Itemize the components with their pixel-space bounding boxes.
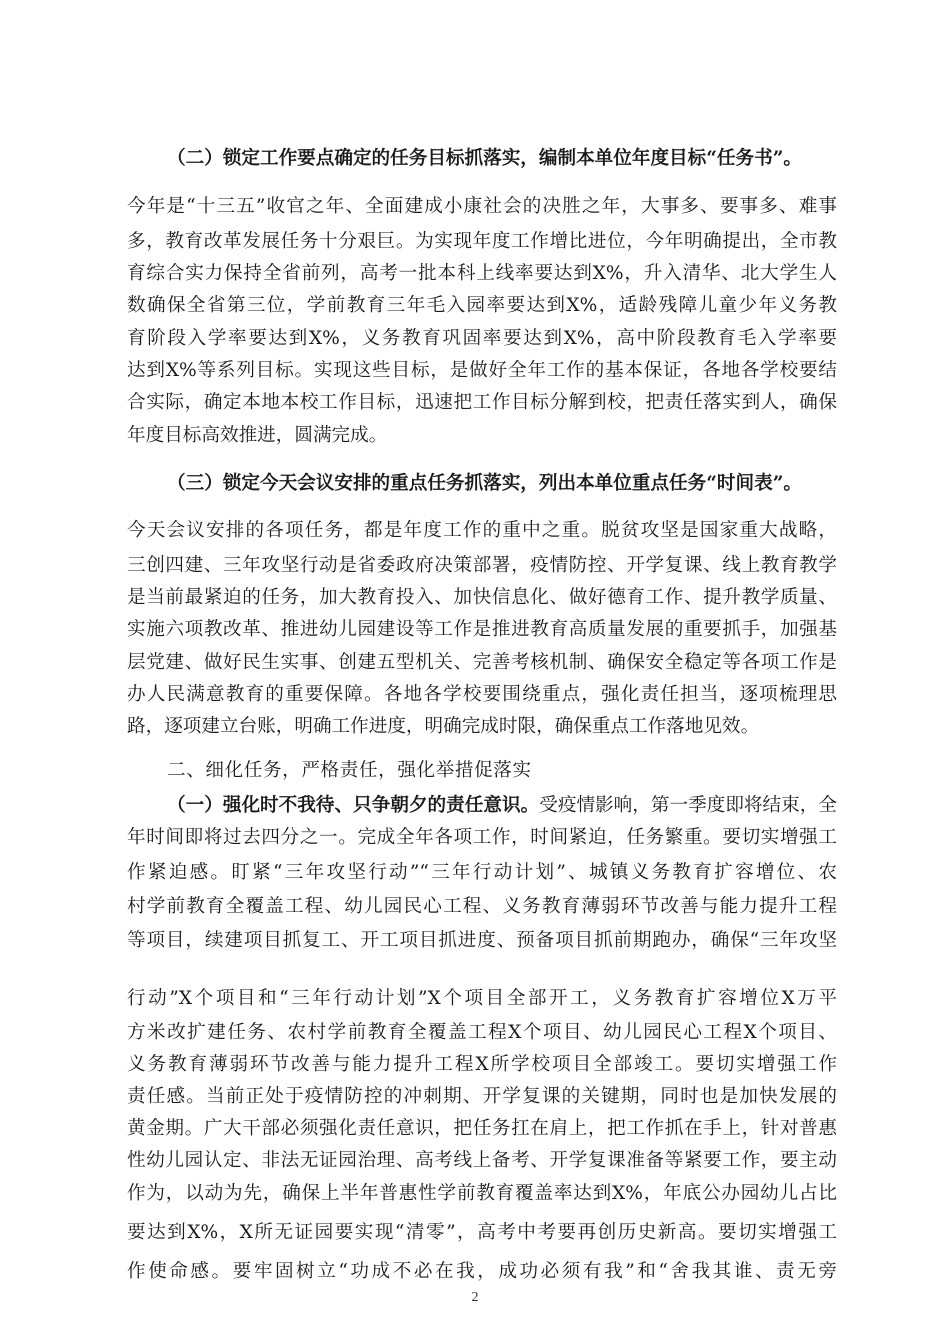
paragraph-line: 是当前最紧迫的任务，加大教育投入、加快信息化、做好德育工作、提升教学质量、 [127, 587, 837, 608]
paragraph-line: 年度目标高效推进，圆满完成。 [127, 425, 388, 446]
paragraph-line: 村学前教育全覆盖工程、幼儿园民心工程、义务教育薄弱环节改善与能力提升工程 [127, 896, 837, 917]
paragraph-line: 育综合实力保持全省前列，高考一批本科上线率要达到X%，升入清华、北大学生人 [127, 263, 837, 284]
paragraph-line: 多，教育改革发展任务十分艰巨。为实现年度工作增比进位，今年明确提出，全市教 [127, 231, 837, 252]
subsection-1-first-line [167, 797, 837, 816]
paragraph-line: 今天会议安排的各项任务，都是年度工作的重中之重。脱贫攻坚是国家重大战略， [127, 520, 837, 541]
page-number: 2 [471, 1290, 479, 1305]
paragraph-line: 今年是“十三五”收官之年、全面建成小康社会的决胜之年，大事多、要事多、难事 [127, 196, 837, 217]
section-2-heading: （二）锁定工作要点确定的任务目标抓落实，编制本单位年度目标“任务书”。 [167, 148, 802, 169]
paragraph-line: 合实际，确定本地本校工作目标，迅速把工作目标分解到校，把责任落实到人，确保 [127, 392, 837, 413]
part-2-title: 二、细化任务，严格责任，强化举措促落实 [167, 760, 532, 781]
paragraph-line: 办人民满意教育的重要保障。各地各学校要围绕重点，强化责任担当，逐项梳理思 [127, 684, 837, 705]
paragraph-line: 年时间即将过去四分之一。完成全年各项工作，时间紧迫，任务繁重。要切实增强工 [127, 827, 837, 848]
paragraph-line: 实施六项教改革、推进幼儿园建设等工作是推进教育高质量发展的重要抓手，加强基 [127, 619, 837, 640]
paragraph-line: 黄金期。广大干部必须强化责任意识，把任务扛在肩上，把工作抓在手上，针对普惠 [127, 1118, 837, 1139]
paragraph-line: 层党建、做好民生实事、创建五型机关、完善考核机制、确保安全稳定等各项工作是 [127, 652, 837, 673]
paragraph-line: 作紧迫感。盯紧“三年攻坚行动”“三年行动计划”、城镇义务教育扩容增位、农 [127, 862, 837, 883]
subsection-1-text: 受疫情影响，第一季度即将结束，全 [539, 795, 837, 816]
paragraph-line: 达到X%等系列目标。实现这些目标，是做好全年工作的基本保证，各地各学校要结 [127, 360, 837, 381]
paragraph-line: 育阶段入学率要达到X%，义务教育巩固率要达到X%，高中阶段教育毛入学率要 [127, 328, 837, 349]
paragraph-line: 作使命感。要牢固树立“功成不必在我，成功必须有我”和“舍我其谁、责无旁 [127, 1261, 837, 1282]
section-3-heading: （三）锁定今天会议安排的重点任务抓落实，列出本单位重点任务“时间表”。 [167, 473, 802, 494]
paragraph-line: 责任感。当前正处于疫情防控的冲刺期、开学复课的关键期，同时也是加快发展的 [127, 1086, 837, 1107]
paragraph-line: 方米改扩建任务、农村学前教育全覆盖工程X个项目、幼儿园民心工程X个项目、 [127, 1022, 837, 1043]
paragraph-line: 性幼儿园认定、非法无证园治理、高考线上备考、开学复课准备等紧要工作，要主动 [127, 1150, 837, 1171]
paragraph-line: 作为，以动为先，确保上半年普惠性学前教育覆盖率达到X%，年底公办园幼儿占比 [127, 1183, 837, 1204]
paragraph-line: 行动”X个项目和“三年行动计划”X个项目全部开工，义务教育扩容增位X万平 [127, 988, 837, 1009]
paragraph-line: 三创四建、三年攻坚行动是省委政府决策部署，疫情防控、开学复课、线上教育教学 [127, 555, 837, 576]
paragraph-line: 数确保全省第三位，学前教育三年毛入园率要达到X%，适龄残障儿童少年义务教 [127, 295, 837, 316]
paragraph-line: 义务教育薄弱环节改善与能力提升工程X所学校项目全部竣工。要切实增强工作 [127, 1054, 837, 1075]
subsection-1-heading: （一）强化时不我待、只争朝夕的责任意识。 [167, 795, 540, 816]
paragraph-line: 要达到X%，X所无证园要实现“清零”，高考中考要再创历史新高。要切实增强工 [127, 1222, 837, 1243]
paragraph-line: 路，逐项建立台账，明确工作进度，明确完成时限，确保重点工作落地见效。 [127, 716, 760, 737]
paragraph-line: 等项目，续建项目抓复工、开工项目抓进度、预备项目抓前期跑办，确保“三年攻坚 [127, 930, 837, 951]
